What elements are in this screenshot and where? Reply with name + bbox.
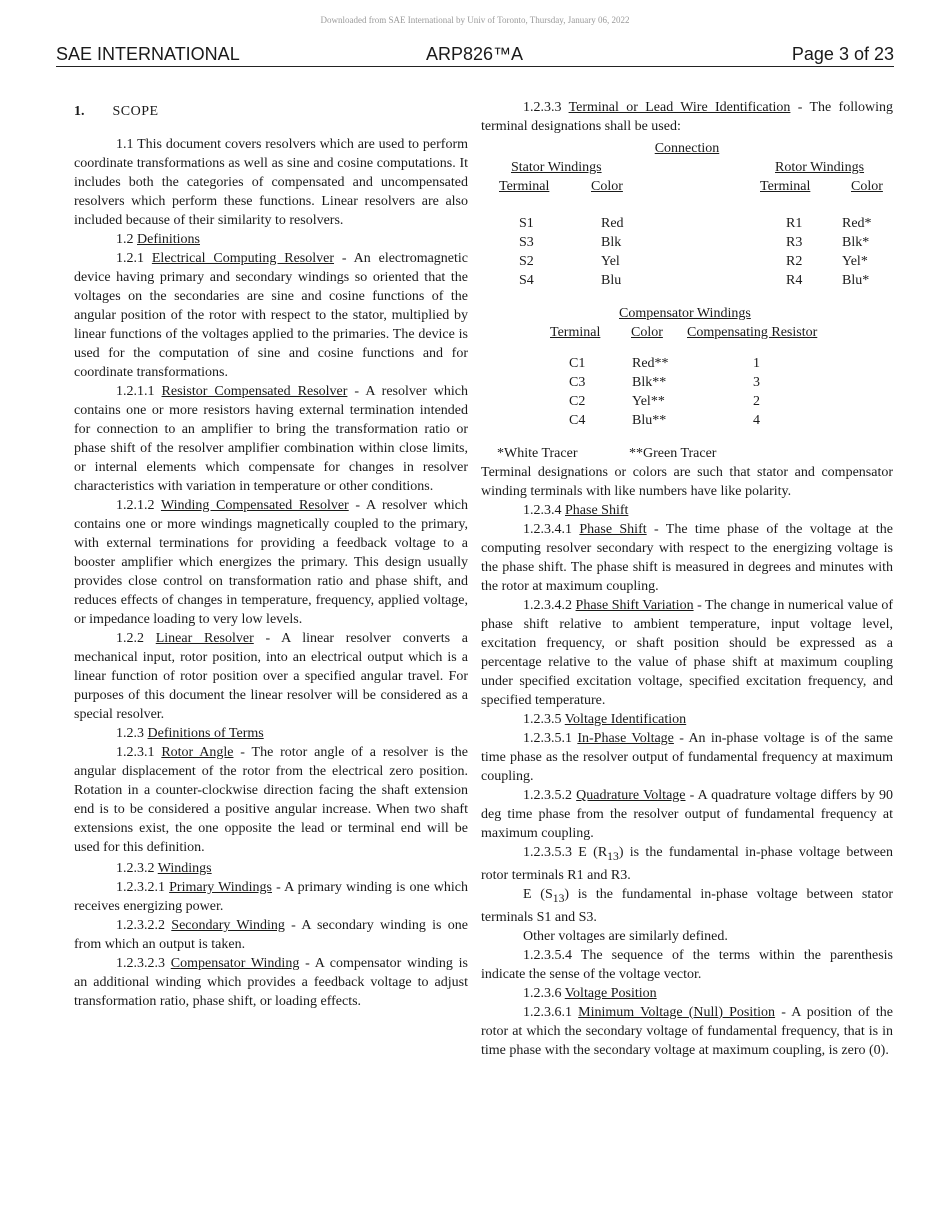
paragraph-1-2-3-4-1: 1.2.3.4.1 Phase Shift - The time phase of the voltage at the computing resolver secondary with respect to the energizing voltage is the phase shift. The phase shift is measured in degrees and minutes with the rotor at maximum coupling. — [481, 522, 894, 594]
comp-terminal-header: Terminal — [550, 325, 601, 340]
table-row: C2 Yel** 2 — [569, 394, 760, 409]
comp-resistor-header: Compensating Resistor — [687, 325, 818, 340]
paragraph-1-2-1-2: 1.2.1.2 Winding Compensated Resolver - A resolver which contains one or more windings magnetically coupled to the primary, with external terminations for providing a feedback voltage to a booster amplifier which energizes the primary. This design usually provides close control on transformation ratio and phase shift, and reduces effects of changes in temperature, frequency, applied voltage, or impedance loading to very low levels. — [74, 498, 468, 627]
connection-heading: Connection — [654, 141, 720, 156]
table-row: S4 Blu R4 Blu* — [519, 273, 870, 288]
white-tracer-note: *White Tracer — [497, 446, 578, 461]
heading-1-2-3-5: 1.2.3.5 Voltage Identification — [523, 712, 687, 727]
paragraph-1-2-3-5-1: 1.2.3.5.1 In-Phase Voltage - An in-phase voltage is of the same time phase as the resolver output of fundamental frequency at maximum coupling. — [481, 731, 893, 784]
rotor-color-header: Color — [851, 179, 883, 194]
paragraph-1-2-3-2-3: 1.2.3.2.3 Compensator Winding - A compensator winding is an additional winding which provides a feedback voltage to adjust transformation ratio, phase shift, or loading effects. — [74, 956, 468, 1009]
heading-1-2: 1.2 Definitions — [116, 232, 200, 247]
left-column — [74, 102, 468, 1011]
rotor-windings-heading: Rotor Windings — [775, 160, 865, 175]
paragraph-e-s13: E $(S_{13})$ is the fundamental in-phase voltage between stator terminals S1 and S3. — [481, 886, 893, 925]
terminal-table — [481, 139, 893, 463]
table-row: C4 Blu** 4 — [569, 413, 760, 428]
compensator-column-headers — [481, 323, 893, 342]
paragraph-terminal-designations: Terminal designations or colors are such that stator and compensator winding terminals with like numbers have like polarity. — [481, 465, 893, 499]
heading-1-2-3-4: 1.2.3.4 Phase Shift — [523, 503, 629, 518]
paragraph-1-2-1: 1.2.1 Electrical Computing Resolver - An electromagnetic device having primary and secondary windings so oriented that the voltages on the secondaries are sine and cosine functions of the angular position of the rotor with respect to the stator, multiplied by linear functions of the voltages applied to the primaries. The device is used for the computation of sine and cosine functions and for coordinate transformations. — [74, 251, 469, 380]
paragraph-1-2-3-4-2: 1.2.3.4.2 Phase Shift Variation - The change in numerical value of phase shift relative to ambient temperature, input voltage level, excitation frequency, or shaft position should be expressed as a percentage relative to the value of phase shift at maximum coupling under specified excitation voltage, specified excitation frequency, and specified temperature. — [481, 598, 893, 708]
section-heading-scope — [74, 102, 468, 121]
paragraph-1-2-3-3: 1.2.3.3 Terminal or Lead Wire Identification - The following terminal designations shall be used: — [481, 100, 893, 134]
table-row: S3 Blk R3 Blk* — [519, 235, 870, 250]
paragraph-other-voltages: Other voltages are similarly defined. — [523, 928, 728, 944]
table-row: C3 Blk** 3 — [569, 375, 760, 390]
rotor-terminal-header: Terminal — [760, 179, 811, 194]
paragraph-1-2-3-5-2: 1.2.3.5.2 Quadrature Voltage - A quadrature voltage differs by 90 deg time phase from the resolver output of fundamental frequency at maximum coupling. — [481, 788, 893, 841]
heading-1-2-3-6: 1.2.3.6 Voltage Position — [523, 985, 657, 1001]
stator-terminal-header: Terminal — [499, 179, 550, 194]
download-note: Downloaded from SAE International by Univ of Toronto, Thursday, January 06, 2022 — [320, 15, 630, 25]
paragraph-1-2-3-1: 1.2.3.1 Rotor Angle - The rotor angle of a resolver is the angular displacement of the rotor from the electrical zero position. Rotation in a counter-clockwise direction facing the shaft extension end is to be considered a positive angular increase. When two shaft extensions exist, the one opposite the lead or terminal end will be used for this definition. — [74, 745, 468, 855]
compensator-heading: Compensator Windings — [619, 306, 751, 321]
paragraph-1-2-3-2-2: 1.2.3.2.2 Secondary Winding - A secondary winding is one from which an output is taken. — [74, 918, 469, 952]
stator-windings-heading: Stator Windings — [511, 160, 602, 175]
paragraph-1-1: 1.1 This document covers resolvers which are used to perform coordinate transformations as well as sine and cosine computations. It includes both the categories of compensated and uncompensated resolvers which perform these functions. Linear resolvers are also included because of their similarity to resolvers. — [74, 137, 468, 228]
stator-color-header: Color — [591, 179, 623, 194]
table-row: S2 Yel R2 Yel* — [519, 254, 868, 269]
green-tracer-note: **Green Tracer — [629, 446, 717, 461]
paragraph-1-2-3-6-1: 1.2.3.6.1 Minimum Voltage (Null) Position - A position of the rotor at which the secondary voltage of fundamental frequency, that is in time phase with the secondary voltage at maximum coupling, is zero (0). — [481, 1004, 893, 1058]
tracer-notes — [481, 444, 893, 463]
paragraph-1-2-3-2-1: 1.2.3.2.1 Primary Windings - A primary winding is one which receives energizing power. — [74, 880, 469, 914]
publisher-name: SAE INTERNATIONAL — [56, 44, 240, 64]
heading-1-2-3: 1.2.3 Definitions of Terms — [116, 726, 264, 741]
paragraph-1-2-3-5-3: 1.2.3.5.3 E $(R_{13})$ is the fundamental in-phase voltage between rotor terminals R1 and R3. — [481, 845, 893, 883]
column-headers — [481, 177, 893, 196]
table-row: C1 Red** 1 — [569, 356, 760, 371]
document-number: ARP826™A — [426, 44, 524, 64]
section-title: SCOPE — [112, 104, 159, 119]
table-row: S1 Red R1 Red* — [519, 216, 872, 231]
paragraph-1-2-3-5-4: 1.2.3.5.4 The sequence of the terms within the parenthesis indicate the sense of the voltage vector. — [481, 947, 893, 982]
paragraph-1-2-2: 1.2.2 Linear Resolver - A linear resolver converts a mechanical input, rotor position, into an electrical output which is a linear function of rotor position over a specified angular travel. For purposes of this document the linear resolver will be considered as a special resolver. — [74, 631, 468, 722]
comp-color-header: Color — [631, 325, 663, 340]
section-number: 1. — [74, 104, 85, 119]
right-column — [481, 98, 893, 1060]
heading-1-2-3-2: 1.2.3.2 Windings — [116, 861, 212, 876]
winding-group-headers — [481, 158, 893, 177]
paragraph-1-2-1-1: 1.2.1.1 Resistor Compensated Resolver - A resolver which contains one or more resistors having external termination intended for connection to an amplifier to bring the transformation ratio or phase shift of the resolver amplifier combination within close limits, or internal elements which compensate for changes in resolver characteristics with variation in temperature or other conditions. — [74, 384, 468, 494]
page-header — [56, 44, 894, 67]
page-number: Page 3 of 23 — [791, 44, 894, 64]
